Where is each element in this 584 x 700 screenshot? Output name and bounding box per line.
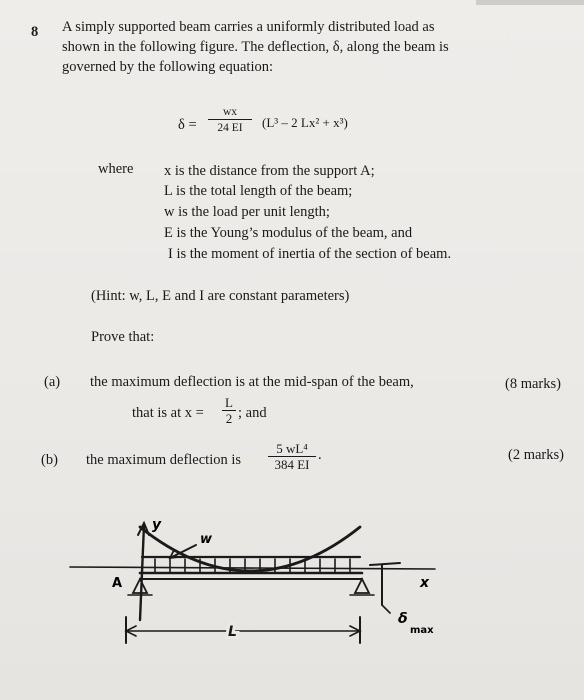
part-b-marks: (2 marks) bbox=[508, 447, 564, 463]
intro-line-2: shown in the following figure. The deflection, δ, along the beam is bbox=[62, 39, 449, 55]
part-a-marks: (8 marks) bbox=[505, 376, 561, 392]
beam-figure bbox=[60, 505, 460, 655]
part-a-line-2-suffix: ; and bbox=[238, 405, 267, 421]
question-number: 8 bbox=[31, 24, 39, 40]
max-label: max bbox=[410, 625, 434, 636]
part-a-line-1: the maximum deflection is at the mid-span of the beam, bbox=[90, 374, 414, 390]
where-label: where bbox=[98, 161, 134, 177]
support-a bbox=[133, 579, 147, 593]
equation-numerator: wx bbox=[222, 106, 238, 118]
where-line-1: x is the distance from the support A; bbox=[164, 163, 375, 179]
y-label: y bbox=[152, 517, 162, 533]
part-b-frac-den: 384 EI bbox=[268, 456, 316, 472]
equation-rhs: (L³ – 2 Lx² + x³) bbox=[262, 115, 348, 130]
part-b-frac-num: 5 wL⁴ bbox=[276, 441, 308, 456]
part-b-text: the maximum deflection is bbox=[86, 452, 242, 468]
part-b-fraction bbox=[268, 442, 316, 472]
where-line-2: L is the total length of the beam; bbox=[164, 183, 353, 199]
page-corner-strip bbox=[476, 0, 584, 5]
equation-lhs: δ = bbox=[178, 117, 197, 133]
prove-text: Prove that: bbox=[91, 329, 155, 345]
equation-fraction bbox=[208, 105, 252, 135]
a-label: A bbox=[112, 576, 123, 591]
part-b-suffix: . bbox=[318, 447, 322, 463]
intro-line-1: A simply supported beam carries a uniformly distributed load as bbox=[62, 19, 435, 35]
where-line-3: w is the load per unit length; bbox=[164, 204, 330, 220]
w-label: w bbox=[200, 532, 213, 547]
deflection-curve bbox=[140, 527, 360, 571]
x-axis-line bbox=[70, 567, 435, 569]
intro-line-3: governed by the following equation: bbox=[62, 59, 274, 75]
part-b-label: (b) bbox=[41, 452, 58, 468]
support-b bbox=[355, 579, 369, 593]
hint-text: (Hint: w, L, E and I are constant parameters) bbox=[91, 288, 350, 304]
l-label: L bbox=[228, 624, 237, 640]
delta-label: δ bbox=[398, 611, 408, 627]
part-a-frac-num: L bbox=[225, 395, 233, 410]
part-a-frac-den: 2 bbox=[222, 410, 236, 426]
equation-denominator: 24 EI bbox=[208, 119, 252, 135]
part-a-label: (a) bbox=[44, 374, 61, 390]
x-label: x bbox=[420, 575, 430, 591]
part-a-line-2-prefix: that is at x = bbox=[132, 405, 204, 421]
where-line-4: E is the Young’s modulus of the beam, and bbox=[164, 225, 413, 241]
part-a-fraction bbox=[222, 396, 236, 426]
where-line-5: I is the moment of inertia of the section of beam. bbox=[168, 246, 452, 262]
